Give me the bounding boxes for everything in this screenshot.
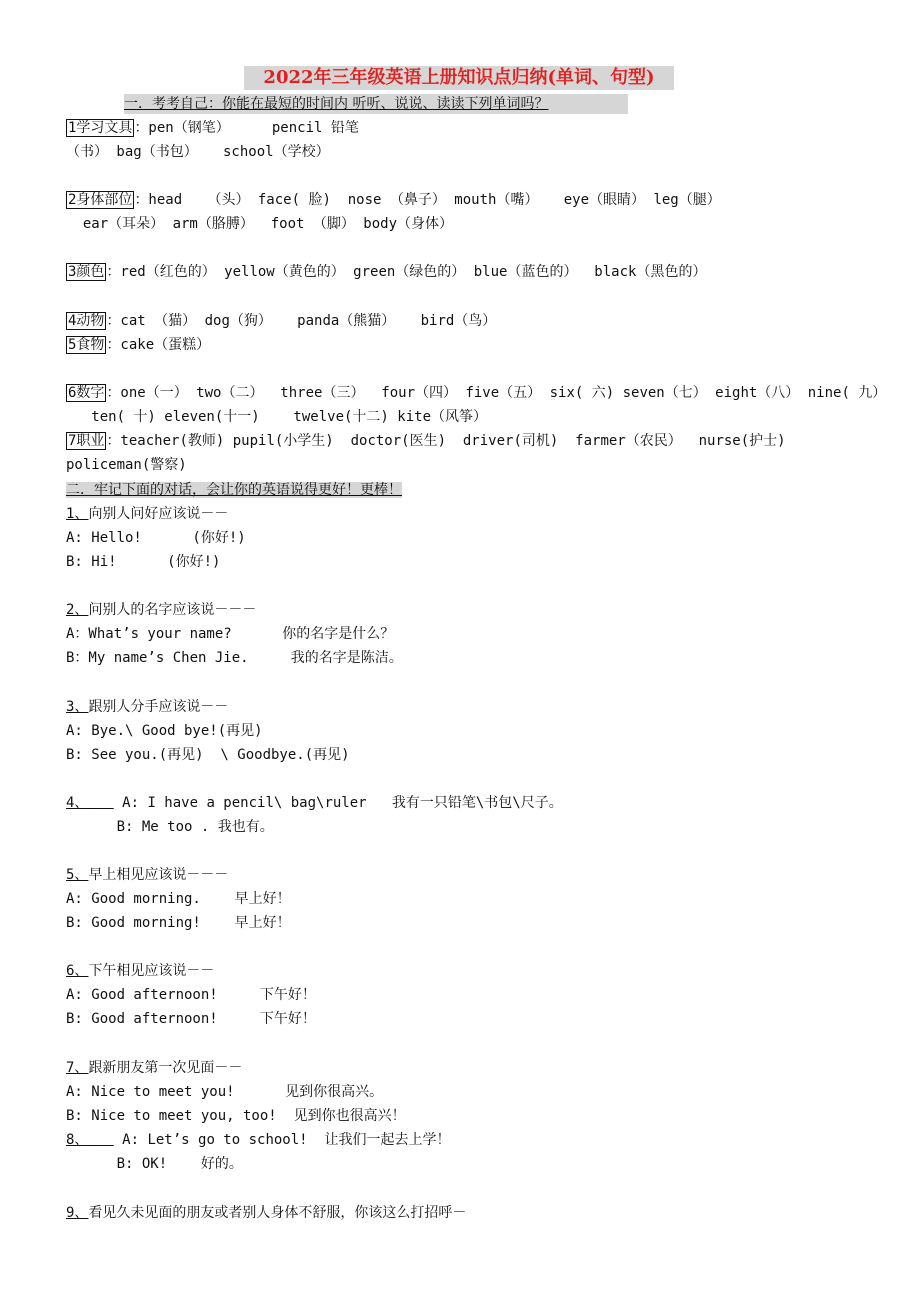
dialogue-4-title: 4、 A: I have a pencil\ bag\ruler 我有一只铅笔\书包\尺子。 [66, 795, 563, 811]
dialogue-line: B: Good morning! 早上好！ [66, 915, 291, 931]
category-words-cont: policeman(警察) [66, 457, 187, 473]
dialogue-number: 4、 [66, 795, 89, 811]
category-words: ：head （头） face( 脸) nose （鼻子） mouth（嘴） eye（眼睛） leg（腿） [134, 192, 721, 208]
dialogue-line: A: Good afternoon! 下午好！ [66, 987, 316, 1003]
category-words: ：cat （猫） dog（狗） panda（熊猫） bird（鸟） [106, 313, 497, 329]
dialogue-number: 8、 [66, 1132, 89, 1148]
category-label: 2身体部位 [68, 192, 133, 208]
category-label: 7职业 [68, 433, 105, 449]
dialogue-line: A: Bye.\ Good bye!(再见) [66, 723, 263, 739]
category-label: 1学习文具 [68, 120, 133, 136]
dialogue-9-title: 9、看见久未见面的朋友或者别人身体不舒服，你该这么打招呼－ [66, 1205, 467, 1221]
category-stationery [66, 118, 359, 138]
category-animals [66, 311, 496, 331]
category-label: 3颜色 [68, 264, 105, 280]
dialogue-line: B: Me too . 我也有。 [66, 819, 274, 835]
category-food [66, 335, 210, 355]
dialogue-line: B: See you.(再见) \ Goodbye.(再见) [66, 747, 350, 763]
section1-heading: 一．考考自己：你能在最短的时间内 听听、说说、读读下列单词吗？ [124, 94, 628, 114]
category-words: ：teacher(教师) pupil(小学生) doctor(医生) driver(司机) farmer（农民） nurse(护士) [106, 433, 786, 449]
dialogue-8-title: 8、 A: Let’s go to school! 让我们一起去上学！ [66, 1132, 451, 1148]
category-colors [66, 262, 706, 282]
category-numbers [66, 383, 886, 403]
category-label: 6数字 [68, 385, 105, 401]
document-title: 2022年三年级英语上册知识点归纳(单词、句型) [244, 66, 674, 90]
dialogue-7-title: 7、跟新朋友第一次见面－－ [66, 1060, 243, 1076]
category-words-cont: （书） bag（书包） school（学校） [66, 144, 330, 160]
category-body-parts [66, 190, 721, 210]
category-words: ：pen（钢笔） pencil 铅笔 [134, 120, 359, 136]
category-words: ：red（红色的） yellow（黄色的） green（绿色的） blue（蓝色的） black（黑色的） [106, 264, 707, 280]
dialogue-line: A: Nice to meet you! 见到你很高兴。 [66, 1084, 384, 1100]
dialogue-line: B: OK! 好的。 [66, 1156, 243, 1172]
dialogue-number: 6、 [66, 963, 89, 979]
category-label: 5食物 [68, 337, 105, 353]
dialogue-number: 7、 [66, 1060, 89, 1076]
dialogue-5-title: 5、早上相见应该说－－－ [66, 867, 229, 883]
dialogue-line: B: Nice to meet you, too! 见到你也很高兴！ [66, 1108, 406, 1124]
category-words: ：cake（蛋糕） [106, 337, 211, 353]
category-words: ：one（一） two（二） three（三） four（四） five（五） six( 六) seven（七） eight（八） nine( 九） [106, 385, 887, 401]
dialogue-2-title: 2、问别人的名字应该说－－－ [66, 602, 257, 618]
dialogue-line: A: Hello! (你好!) [66, 530, 246, 546]
dialogue-number: 3、 [66, 699, 89, 715]
dialogue-3-title: 3、跟别人分手应该说－－ [66, 699, 229, 715]
dialogue-line: B：My name’s Chen Jie. 我的名字是陈洁。 [66, 650, 403, 666]
dialogue-6-title: 6、下午相见应该说－－ [66, 963, 215, 979]
dialogue-line: A: Good morning. 早上好！ [66, 891, 291, 907]
category-label: 4动物 [68, 313, 105, 329]
dialogue-line: A：What’s your name? 你的名字是什么？ [66, 626, 395, 642]
dialogue-1-title: 1、向别人问好应该说－－ [66, 506, 229, 522]
dialogue-line: B: Hi! (你好!) [66, 554, 221, 570]
dialogue-number: 9、 [66, 1205, 89, 1221]
category-jobs [66, 431, 786, 451]
dialogue-number: 5、 [66, 867, 89, 883]
section2-heading: 二．牢记下面的对话，会让你的英语说得更好！更棒！ [66, 482, 402, 498]
dialogue-number: 2、 [66, 602, 89, 618]
category-words-cont: ten( 十) eleven(十一) twelve(十二) kite（风筝） [66, 409, 488, 425]
dialogue-line: B: Good afternoon! 下午好！ [66, 1011, 316, 1027]
dialogue-number: 1、 [66, 506, 89, 522]
category-words-cont: ear（耳朵） arm（胳膊） foot （脚） body（身体） [66, 216, 454, 232]
